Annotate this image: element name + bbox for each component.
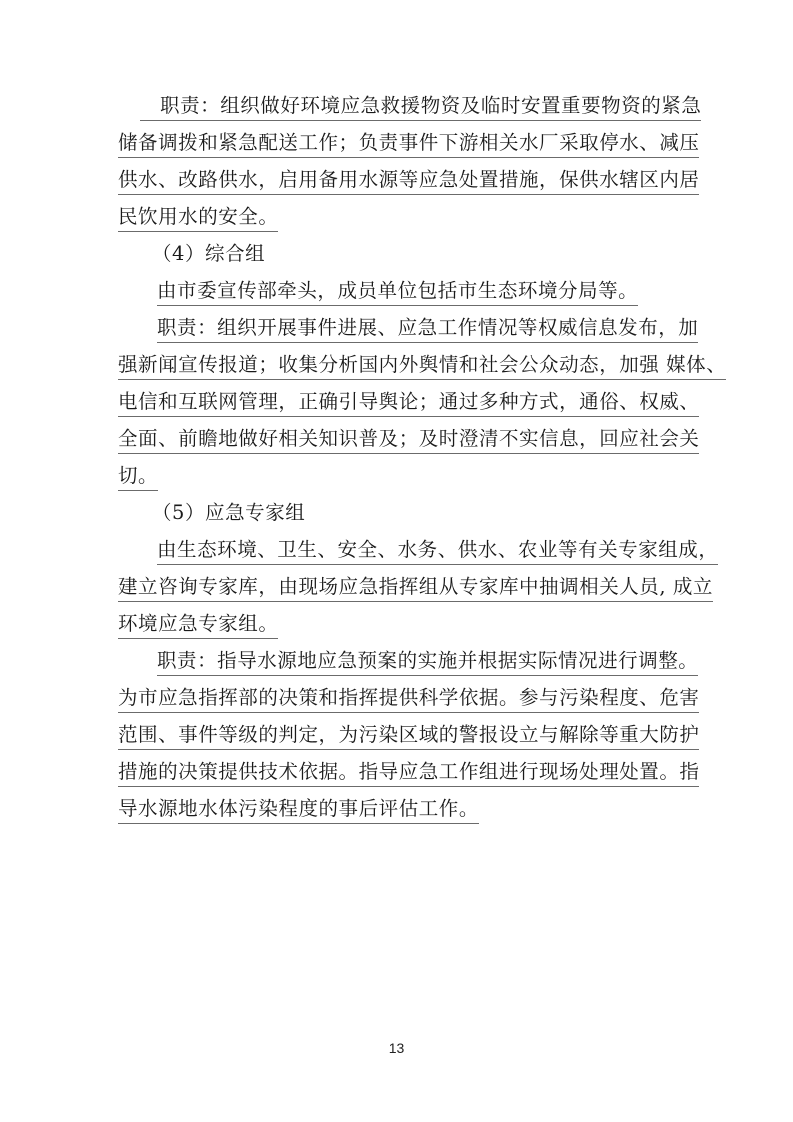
text-line: 为市应急指挥部的决策和指挥提供科学依据。参与污染程度、危害 — [118, 686, 699, 713]
text-line: 由生态环境、卫生、安全、水务、供水、农业等有关专家组成， — [157, 538, 718, 565]
text-line: 职责：组织做好环境应急救援物资及临时安置重要物资的紧急 — [140, 94, 701, 121]
text-line: 全面、前瞻地做好相关知识普及；及时澄清不实信息，回应社会关 — [118, 427, 699, 454]
text-line: 职责：指导水源地应急预案的实施并根据实际情况进行调整。 — [157, 649, 698, 676]
section-heading: （5）应急专家组 — [152, 501, 306, 524]
text-line: 供水、改路供水，启用备用水源等应急处置措施，保供水辖区内居 — [118, 168, 699, 195]
text-line: 切。 — [118, 464, 158, 491]
text-line: 强新闻宣传报道；收集分析国内外舆情和社会公众动态，加强 媒体、 — [118, 353, 726, 380]
text-line: 环境应急专家组。 — [118, 612, 278, 639]
text-line: 措施的决策提供技术依据。指导应急工作组进行现场处理处置。指 — [118, 760, 699, 787]
text-line: 储备调拨和紧急配送工作；负责事件下游相关水厂采取停水、减压 — [118, 131, 699, 158]
section-heading: （4）综合组 — [152, 242, 266, 265]
text-line: 由市委宣传部牵头，成员单位包括市生态环境分局等。 — [157, 279, 638, 306]
text-line: 电信和互联网管理，正确引导舆论；通过多种方式，通俗、权威、 — [118, 390, 699, 417]
text-line: 民饮用水的安全。 — [118, 205, 278, 232]
text-line: 范围、事件等级的判定，为污染区域的警报设立与解除等重大防护 — [118, 723, 699, 750]
text-line: 导水源地水体污染程度的事后评估工作。 — [118, 797, 479, 824]
page-number: 13 — [388, 1040, 405, 1056]
text-line: 建立咨询专家库，由现场应急指挥组从专家库中抽调相关人员, 成立 — [118, 575, 713, 602]
text-line: 职责：组织开展事件进展、应急工作情况等权威信息发布，加 — [157, 316, 698, 343]
